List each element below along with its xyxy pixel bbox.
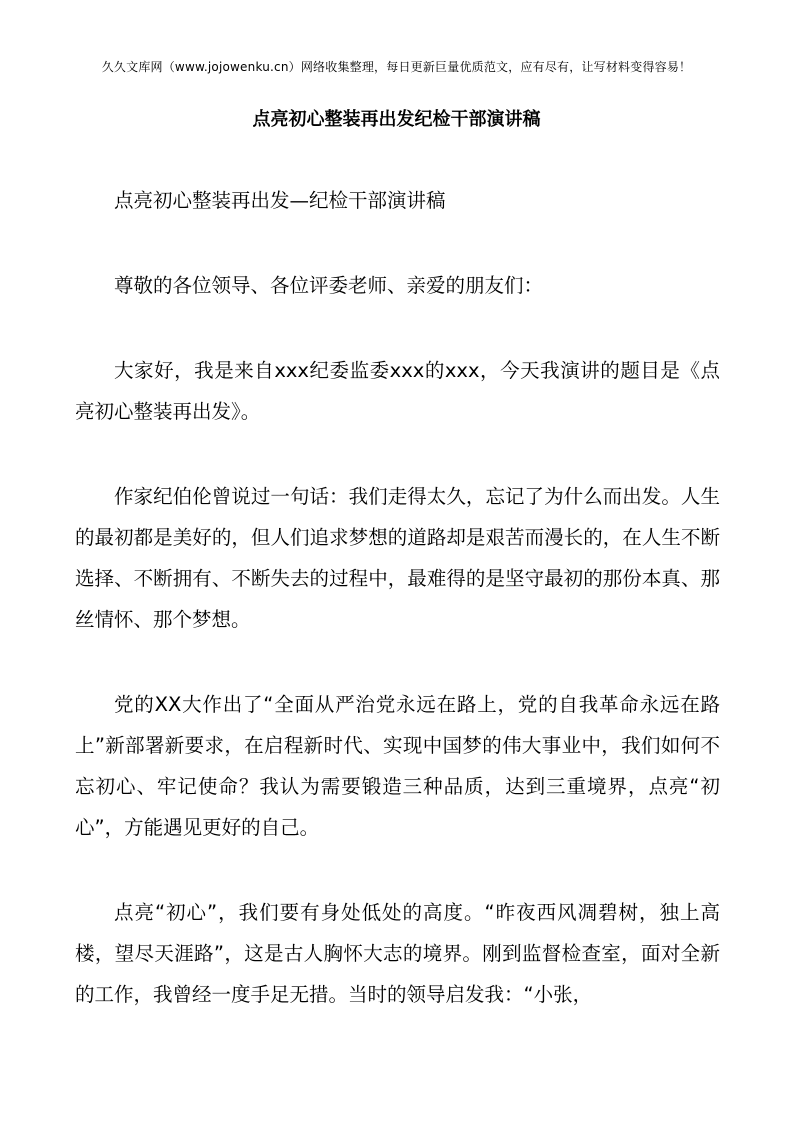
paragraph-initial-heart: 点亮“初心”，我们要有身处低处的高度。“昨夜西风凋碧树，独上高楼，望尽天涯路”，这是古人胸怀大志的境界。刚到监督检查室，面对全新的工作，我曾经一度手足无措。当时的领导启发我：“小张，: [75, 901, 720, 1006]
header-note: 久久文库网（www.jojowenku.cn）网络收集整理，每日更新巨量优质范文，应有尽有，让写材料变得容易！: [101, 60, 692, 74]
document-body: [75, 180, 720, 1059]
paragraph-party-congress: 党的XX大作出了“全面从严治党永远在路上，党的自我革命永远在路上”新部署新要求，在启程新时代、实现中国梦的伟大事业中，我们如何不忘初心、牢记使命？我认为需要锻造三种品质，达到三重境界，点亮“初心”，方能遇见更好的自己。: [75, 693, 720, 839]
paragraph-salutation: 尊敬的各位领导、各位评委老师、亲爱的朋友们：: [114, 274, 544, 297]
paragraph-subtitle: 点亮初心整装再出发—纪检干部演讲稿: [114, 189, 446, 212]
paragraph-introduction: 大家好，我是来自xxx纪委监委xxx的xxx，今天我演讲的题目是《点亮初心整装再出发》。: [75, 359, 720, 423]
document-title: 点亮初心整装再出发纪检干部演讲稿: [252, 109, 541, 130]
paragraph-quote-gibran: 作家纪伯伦曾说过一句话：我们走得太久，忘记了为什么而出发。人生的最初都是美好的，但人们追求梦想的道路却是艰苦而漫长的，在人生不断选择、不断拥有、不断失去的过程中，最难得的是坚守最初的那份本真、那丝情怀、那个梦想。: [75, 485, 720, 631]
